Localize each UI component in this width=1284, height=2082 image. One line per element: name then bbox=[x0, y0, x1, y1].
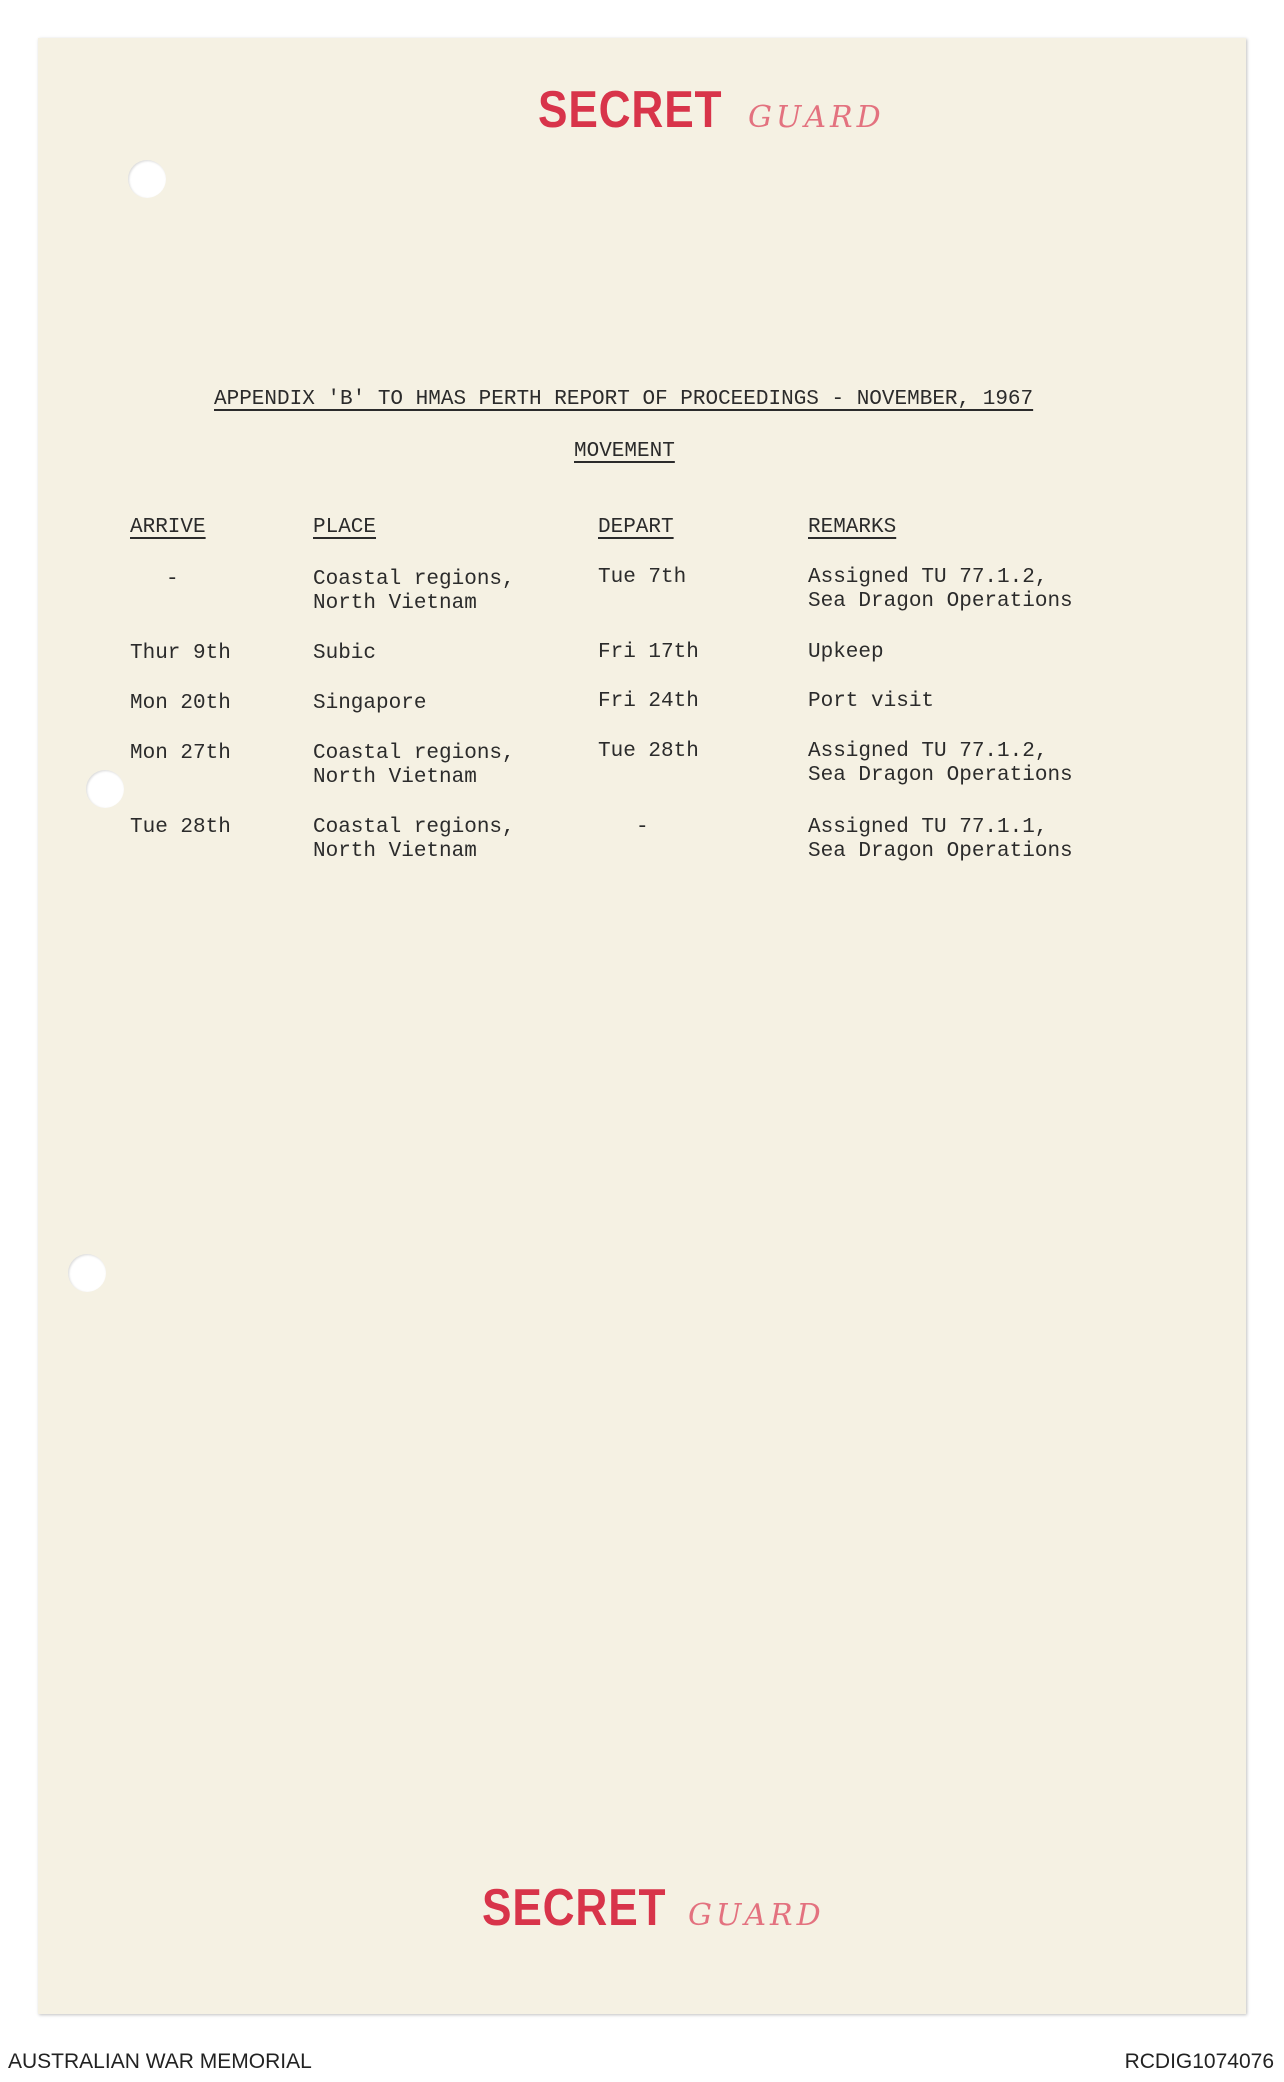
table-row-remarks: Assigned TU 77.1.2, Sea Dragon Operations bbox=[808, 566, 1073, 613]
secret-stamp-top: SECRET bbox=[538, 81, 723, 139]
document-subtitle: MOVEMENT bbox=[574, 440, 675, 463]
table-row-arrive: - bbox=[166, 568, 179, 591]
table-row-remarks: Assigned TU 77.1.2, Sea Dragon Operations bbox=[808, 740, 1073, 787]
column-header-depart: DEPART bbox=[598, 516, 674, 539]
table-row-arrive: Tue 28th bbox=[130, 816, 231, 839]
table-row-depart: Tue 7th bbox=[598, 566, 687, 589]
footer-source-label: AUSTRALIAN WAR MEMORIAL bbox=[8, 2050, 312, 2073]
table-row-place: Coastal regions, North Vietnam bbox=[313, 742, 515, 789]
table-row-place: Subic bbox=[313, 642, 377, 665]
document-page bbox=[38, 38, 1246, 2014]
table-row-depart: Tue 28th bbox=[598, 740, 699, 763]
punch-hole-bottom bbox=[68, 1254, 106, 1292]
table-row-place: Coastal regions, North Vietnam bbox=[313, 816, 515, 863]
table-row-arrive: Mon 27th bbox=[130, 742, 231, 765]
table-row-depart: Fri 17th bbox=[598, 641, 699, 664]
table-row-place: Singapore bbox=[313, 692, 427, 715]
column-header-arrive: ARRIVE bbox=[130, 516, 206, 539]
column-header-remarks: REMARKS bbox=[808, 516, 897, 539]
guard-handwriting-bottom: GUARD bbox=[688, 1898, 825, 1933]
table-row-remarks: Upkeep bbox=[808, 641, 884, 664]
secret-stamp-bottom: SECRET bbox=[482, 1879, 667, 1937]
punch-hole-middle bbox=[86, 770, 124, 808]
punch-hole-top bbox=[128, 160, 166, 198]
footer-record-id: RCDIG1074076 bbox=[1124, 2050, 1274, 2073]
table-row-depart: Fri 24th bbox=[598, 690, 699, 713]
table-row-arrive: Mon 20th bbox=[130, 692, 231, 715]
guard-handwriting-top: GUARD bbox=[748, 100, 885, 135]
table-row-place: Coastal regions, North Vietnam bbox=[313, 568, 515, 615]
column-header-place: PLACE bbox=[313, 516, 377, 539]
table-row-remarks: Assigned TU 77.1.1, Sea Dragon Operations bbox=[808, 816, 1073, 863]
table-row-depart: - bbox=[636, 816, 649, 839]
document-title: APPENDIX 'B' TO HMAS PERTH REPORT OF PROCEEDINGS - NOVEMBER, 1967 bbox=[214, 388, 1034, 411]
table-row-remarks: Port visit bbox=[808, 690, 935, 713]
table-row-arrive: Thur 9th bbox=[130, 642, 231, 665]
